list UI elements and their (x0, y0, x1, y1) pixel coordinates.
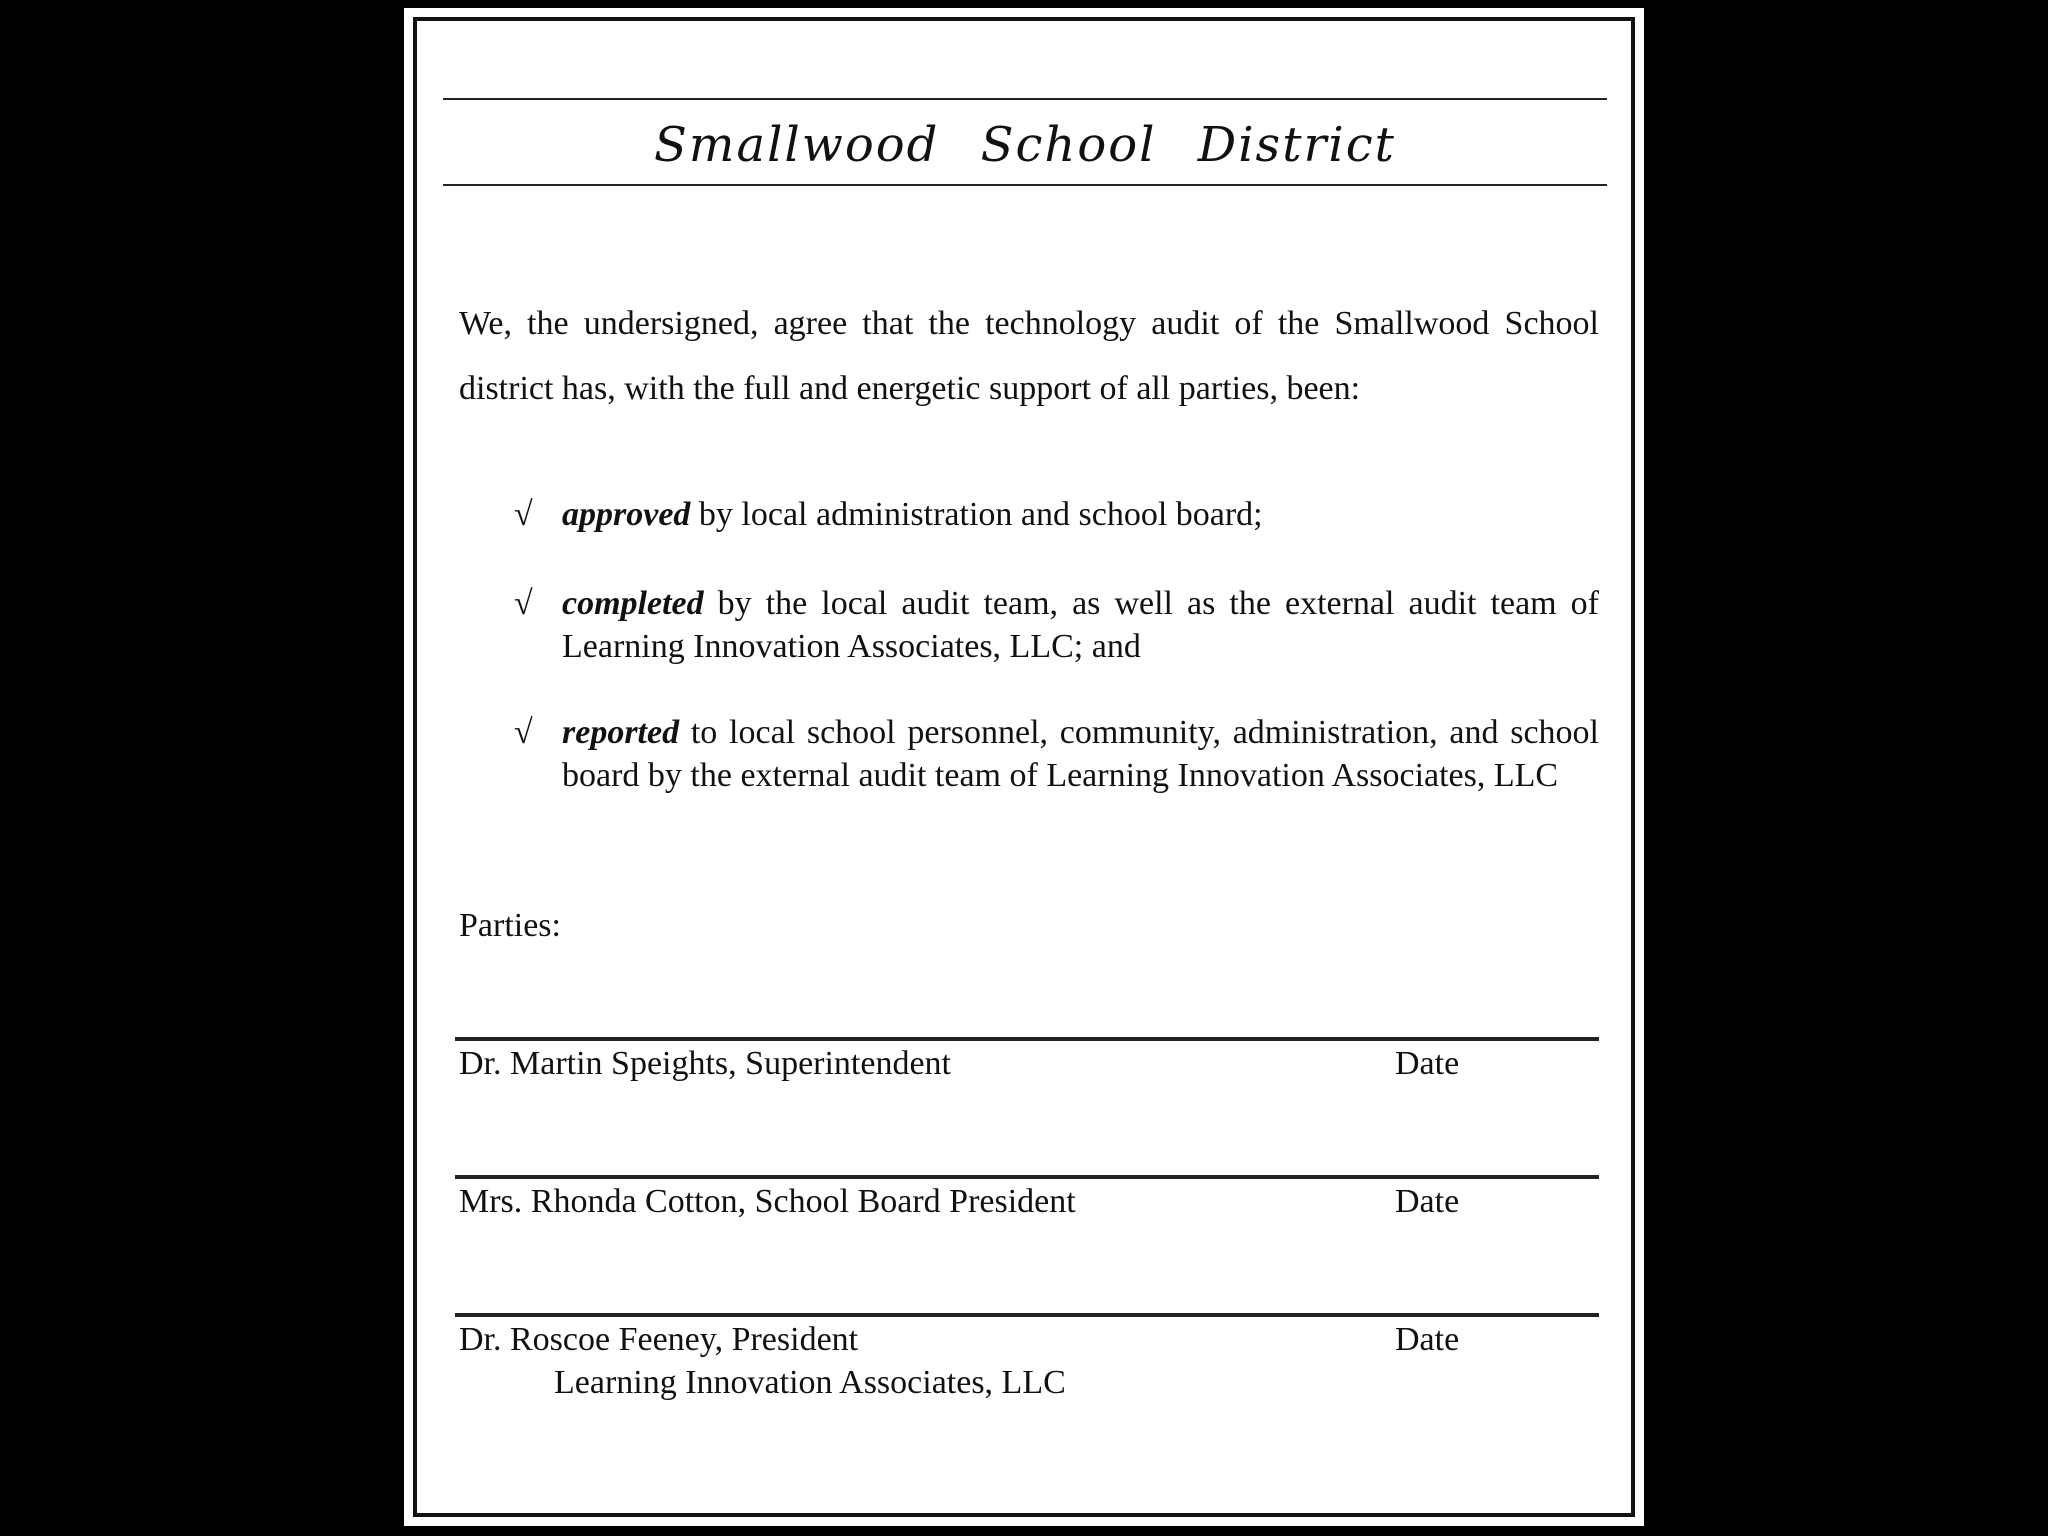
check-item-keyword: completed (562, 585, 704, 622)
title-rule-top (443, 98, 1607, 100)
signature-line-lia-president[interactable] (455, 1313, 1599, 1317)
signatory-name-board-president: Mrs. Rhonda Cotton, School Board President (459, 1183, 1076, 1220)
parties-label: Parties: (459, 907, 561, 944)
signatory-name-lia-president: Dr. Roscoe Feeney, President (459, 1321, 859, 1358)
document-page (404, 8, 1644, 1526)
title-rule-bottom (443, 184, 1607, 186)
check-item-text (562, 582, 1599, 668)
check-item-description: by the local audit team, as well as the external audit team of Learning Innovation Associates, LLC; and (562, 585, 1599, 665)
check-mark-icon: √ (514, 714, 533, 751)
signature-line-superintendent[interactable] (455, 1037, 1599, 1041)
signatory-organization: Learning Innovation Associates, LLC (554, 1364, 1066, 1401)
check-item-approved (514, 493, 1599, 536)
check-item-completed (514, 582, 1599, 668)
signature-date-label: Date (1395, 1183, 1460, 1220)
signature-date-label: Date (1395, 1045, 1460, 1082)
check-mark-icon: √ (514, 585, 533, 622)
check-item-keyword: approved (562, 496, 691, 533)
signatory-name-superintendent: Dr. Martin Speights, Superintendent (459, 1045, 952, 1082)
check-item-keyword: reported (562, 714, 680, 751)
intro-paragraph: We, the undersigned, agree that the technology audit of the Smallwood School district has, with the full and energetic support of all parties, been: (459, 305, 1599, 407)
document-title: Smallwood School District (654, 117, 1396, 173)
check-item-text (562, 493, 1599, 536)
signature-line-board-president[interactable] (455, 1175, 1599, 1179)
check-mark-icon: √ (514, 496, 533, 533)
check-item-description: to local school personnel, community, administration, and school board by the external audit team of Learning Innovation Associates, LLC (562, 714, 1599, 794)
signature-date-label: Date (1395, 1321, 1460, 1358)
check-item-text (562, 711, 1599, 797)
check-item-reported (514, 711, 1599, 797)
check-item-description: by local administration and school board; (690, 496, 1263, 533)
